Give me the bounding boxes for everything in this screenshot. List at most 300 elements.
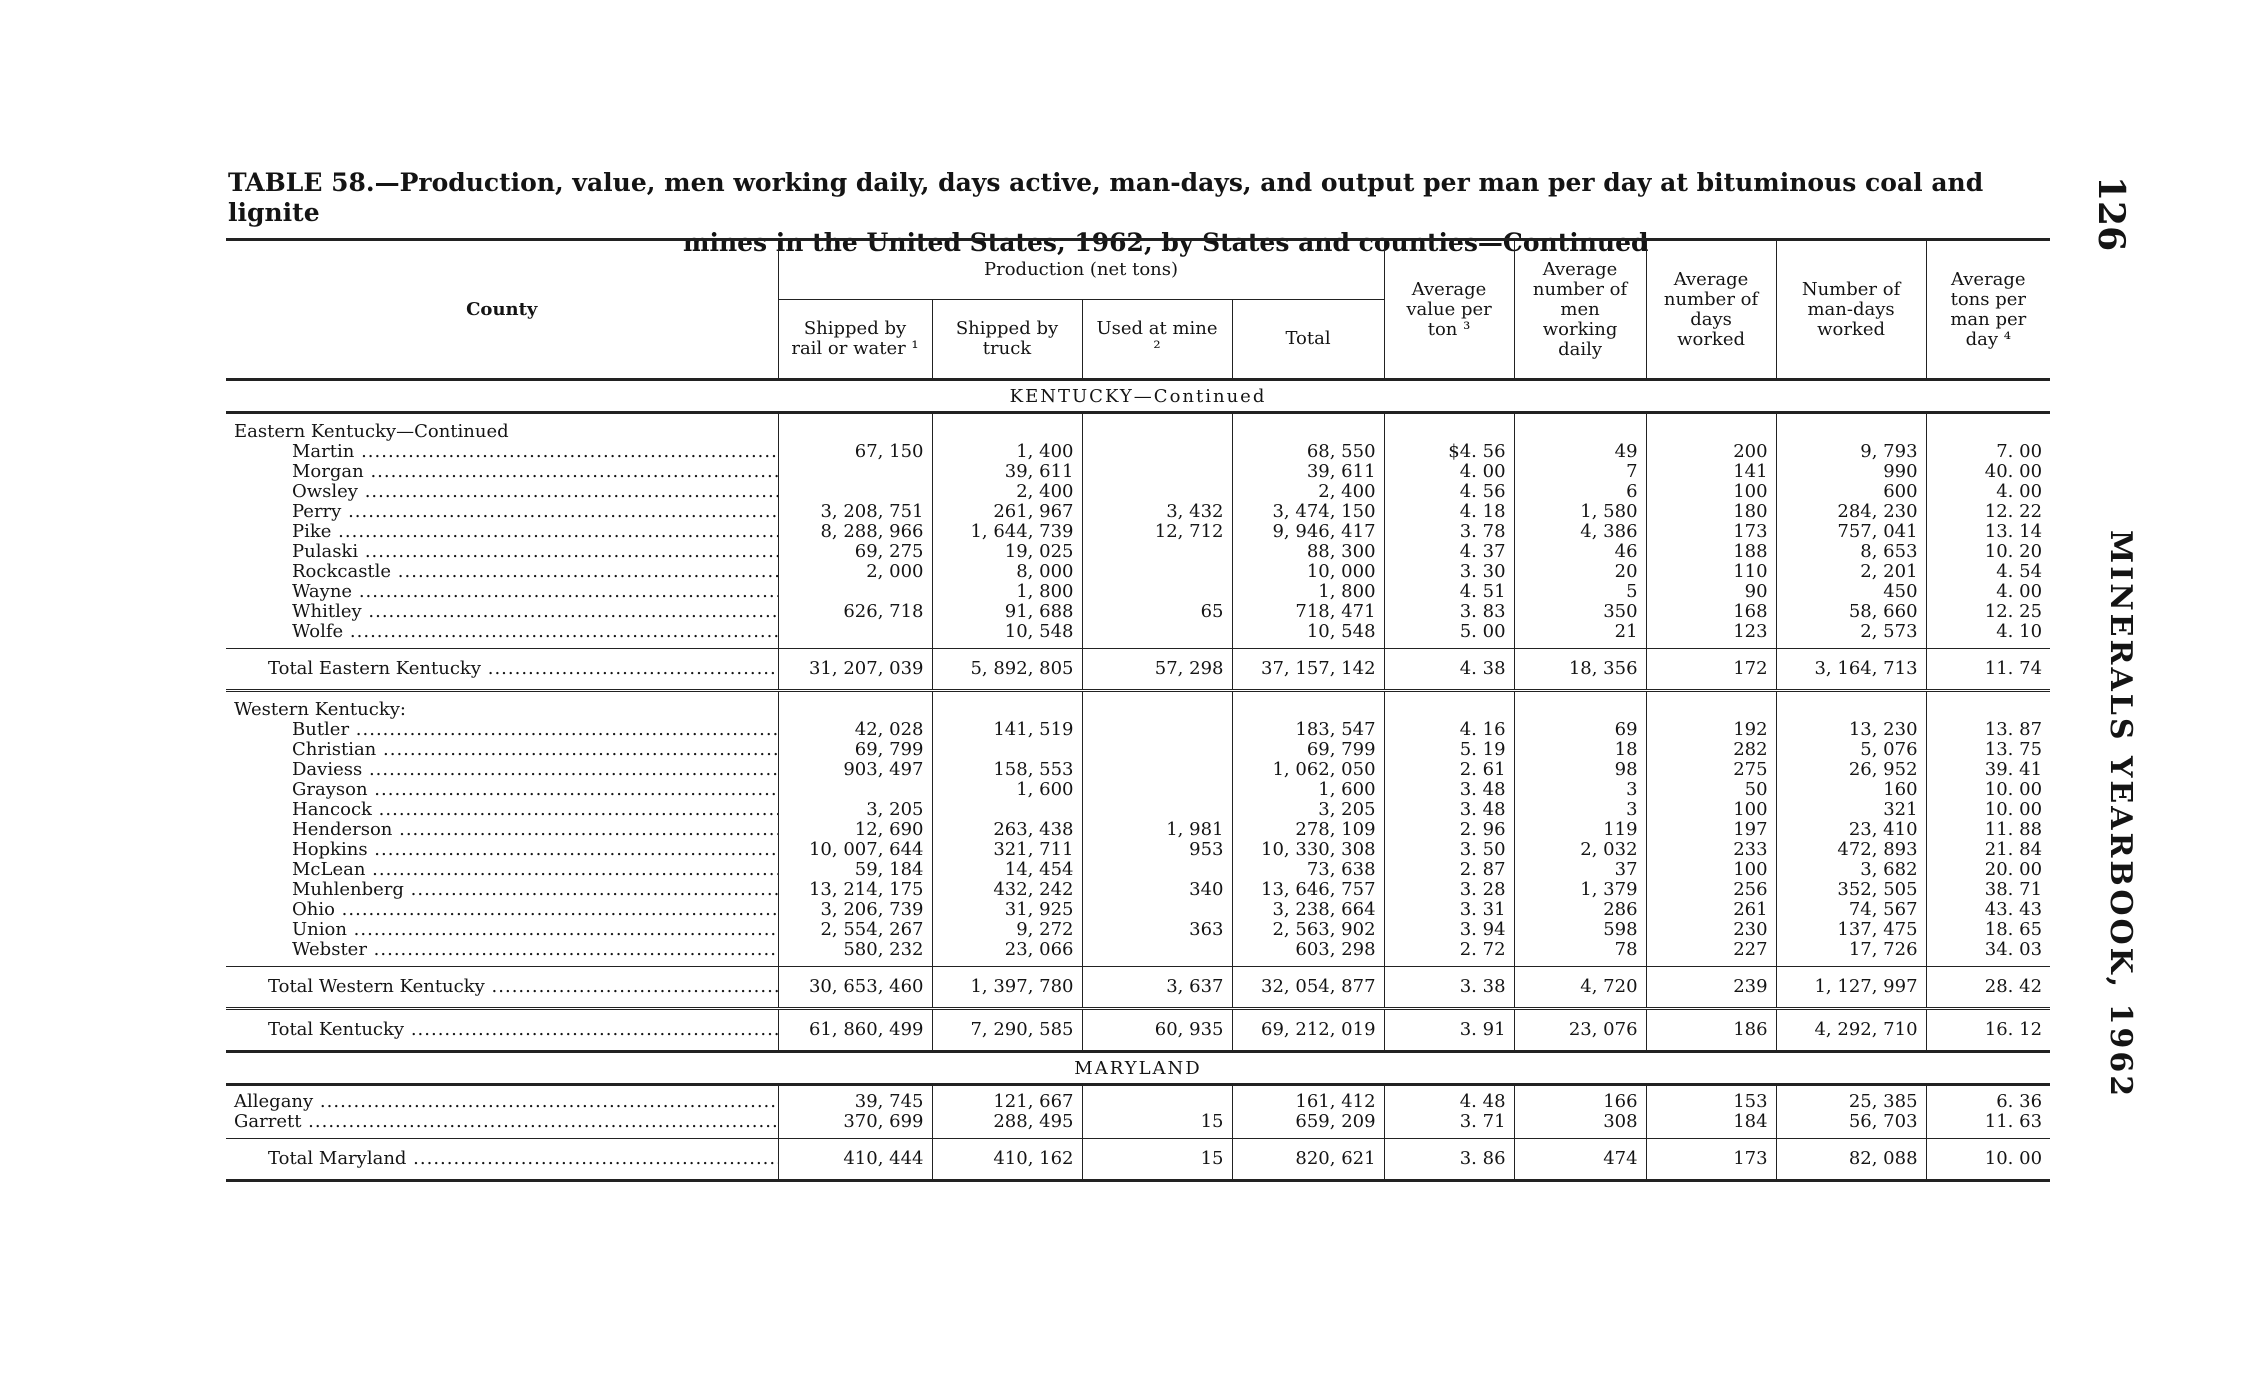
table-cell: 9, 272 <box>932 920 1082 940</box>
group-label: Eastern Kentucky—Continued <box>234 421 509 442</box>
table-row <box>226 522 2050 542</box>
table-cell: 39, 611 <box>1232 462 1384 482</box>
table-cell: 2, 032 <box>1514 840 1646 860</box>
table-cell: 168 <box>1646 602 1776 622</box>
table-cell: 3. 48 <box>1384 800 1514 820</box>
table-cell: 10, 007, 644 <box>778 840 932 860</box>
table-cell: 4. 56 <box>1384 482 1514 502</box>
table-cell: 308 <box>1514 1112 1646 1139</box>
county-label: Morgan ..... <box>292 462 778 482</box>
county-name <box>226 649 778 691</box>
table-cell <box>932 413 1082 443</box>
county-name <box>226 800 778 820</box>
table-cell: 3. 50 <box>1384 840 1514 860</box>
table-cell: 472, 893 <box>1776 840 1926 860</box>
county-label: Union ..... <box>292 920 778 940</box>
table-cell: 68, 550 <box>1232 442 1384 462</box>
table-cell: 2, 400 <box>1232 482 1384 502</box>
table-row <box>226 780 2050 800</box>
table-cell: 3. 38 <box>1384 967 1514 1009</box>
table-cell: 17, 726 <box>1776 940 1926 967</box>
table-cell: 141 <box>1646 462 1776 482</box>
county-label: Wolfe ..... <box>292 622 778 642</box>
table-row <box>226 800 2050 820</box>
total-row <box>226 1139 2050 1181</box>
table-row <box>226 1112 2050 1139</box>
table-cell: 278, 109 <box>1232 820 1384 840</box>
county-name <box>226 820 778 840</box>
table-cell <box>1082 780 1232 800</box>
table-cell: 3, 208, 751 <box>778 502 932 522</box>
county-label: Allegany ..... <box>234 1092 778 1112</box>
table-cell: 4. 54 <box>1926 562 2050 582</box>
county-label: Whitley ..... <box>292 602 778 622</box>
table-body <box>226 380 2050 1181</box>
table-row <box>226 582 2050 602</box>
table-cell <box>1082 800 1232 820</box>
table-cell: 6 <box>1514 482 1646 502</box>
table-cell: 3. 28 <box>1384 880 1514 900</box>
table-cell: 25, 385 <box>1776 1092 1926 1112</box>
table-cell: 65 <box>1082 602 1232 622</box>
table-cell: 10, 330, 308 <box>1232 840 1384 860</box>
title-line-2: mines in the United States, 1962, by States and counties—Continued <box>683 228 1649 257</box>
table-cell: 121, 667 <box>932 1092 1082 1112</box>
table-cell: 60, 935 <box>1082 1009 1232 1052</box>
table-cell: 350 <box>1514 602 1646 622</box>
table-cell: 20. 00 <box>1926 860 2050 880</box>
county-name <box>226 920 778 940</box>
table-cell: 4, 386 <box>1514 522 1646 542</box>
table-cell: 1, 397, 780 <box>932 967 1082 1009</box>
table-cell: 13, 646, 757 <box>1232 880 1384 900</box>
table-cell: 990 <box>1776 462 1926 482</box>
county-name <box>226 1139 778 1181</box>
table-cell: 3. 83 <box>1384 602 1514 622</box>
county-label: Pike ..... <box>292 522 778 542</box>
table-cell: 100 <box>1646 482 1776 502</box>
table-cell <box>1232 413 1384 443</box>
table-cell: 3, 474, 150 <box>1232 502 1384 522</box>
table-cell: 9, 946, 417 <box>1232 522 1384 542</box>
table-cell: 110 <box>1646 562 1776 582</box>
table-cell: 4. 00 <box>1926 582 2050 602</box>
running-title: MINERALS YEARBOOK, 1962 <box>2103 530 2138 1100</box>
table-cell: 69, 275 <box>778 542 932 562</box>
table-row <box>226 562 2050 582</box>
table-cell: 1, 800 <box>1232 582 1384 602</box>
table-cell: 340 <box>1082 880 1232 900</box>
table-cell: 58, 660 <box>1776 602 1926 622</box>
table-row <box>226 940 2050 967</box>
table-cell: 474 <box>1514 1139 1646 1181</box>
table-cell: 59, 184 <box>778 860 932 880</box>
table-row <box>226 900 2050 920</box>
table-cell: 227 <box>1646 940 1776 967</box>
header-rail: Shipped by rail or water ¹ <box>778 300 932 380</box>
table-cell: 261 <box>1646 900 1776 920</box>
table-cell: 57, 298 <box>1082 649 1232 691</box>
county-name <box>226 780 778 800</box>
county-name <box>226 760 778 780</box>
table-cell: 88, 300 <box>1232 542 1384 562</box>
table-cell: 23, 066 <box>932 940 1082 967</box>
table-cell: 321 <box>1776 800 1926 820</box>
table-cell: 153 <box>1646 1092 1776 1112</box>
table-cell: 239 <box>1646 967 1776 1009</box>
header-total: Total <box>1232 300 1384 380</box>
table-cell: 659, 209 <box>1232 1112 1384 1139</box>
county-label: Martin ..... <box>292 442 778 462</box>
table-cell <box>1926 691 2050 721</box>
table-cell <box>1082 542 1232 562</box>
county-label: McLean ..... <box>292 860 778 880</box>
table-cell: 2, 000 <box>778 562 932 582</box>
table-cell: 8, 653 <box>1776 542 1926 562</box>
table-cell: 37, 157, 142 <box>1232 649 1384 691</box>
table-cell: 56, 703 <box>1776 1112 1926 1139</box>
table-row <box>226 482 2050 502</box>
table-cell: 600 <box>1776 482 1926 502</box>
table-cell: 2. 87 <box>1384 860 1514 880</box>
table-cell: 4. 18 <box>1384 502 1514 522</box>
coal-production-table <box>226 238 2050 1182</box>
county-name <box>226 602 778 622</box>
table-cell: 7 <box>1514 462 1646 482</box>
table-cell: 4. 16 <box>1384 720 1514 740</box>
table-row <box>226 622 2050 649</box>
table-cell: 39, 611 <box>932 462 1082 482</box>
table-cell: 2, 573 <box>1776 622 1926 649</box>
table-cell: 370, 699 <box>778 1112 932 1139</box>
county-label: Total Western Kentucky ..... <box>268 976 778 997</box>
table-cell: 820, 621 <box>1232 1139 1384 1181</box>
table-cell <box>1514 691 1646 721</box>
table-cell: 1, 379 <box>1514 880 1646 900</box>
table-cell: 39. 41 <box>1926 760 2050 780</box>
table-cell: 3. 91 <box>1384 1009 1514 1052</box>
table-cell: 10, 000 <box>1232 562 1384 582</box>
table-cell <box>1232 691 1384 721</box>
table-cell: 410, 444 <box>778 1139 932 1181</box>
table-cell <box>1776 413 1926 443</box>
table-cell: 275 <box>1646 760 1776 780</box>
table-cell: 30, 653, 460 <box>778 967 932 1009</box>
table-cell: 19, 025 <box>932 542 1082 562</box>
table-cell: 757, 041 <box>1776 522 1926 542</box>
table-cell: 953 <box>1082 840 1232 860</box>
table-cell: 67, 150 <box>778 442 932 462</box>
table-cell: 69, 799 <box>778 740 932 760</box>
table-cell <box>1082 562 1232 582</box>
table-cell: 2. 96 <box>1384 820 1514 840</box>
table-cell: 5, 076 <box>1776 740 1926 760</box>
table-cell: 12. 25 <box>1926 602 2050 622</box>
table-cell: 8, 288, 966 <box>778 522 932 542</box>
table-cell: 11. 74 <box>1926 649 2050 691</box>
table-cell: 3, 164, 713 <box>1776 649 1926 691</box>
county-label: Pulaski ..... <box>292 542 778 562</box>
table-cell: 69, 212, 019 <box>1232 1009 1384 1052</box>
county-label: Owsley ..... <box>292 482 778 502</box>
table-cell: 10. 00 <box>1926 1139 2050 1181</box>
header-mandays: Number of man-days worked <box>1776 240 1926 380</box>
table-cell: 1, 981 <box>1082 820 1232 840</box>
table-cell <box>1082 582 1232 602</box>
total-row <box>226 967 2050 1009</box>
table-cell: 23, 076 <box>1514 1009 1646 1052</box>
table-cell: 141, 519 <box>932 720 1082 740</box>
table-cell: 1, 062, 050 <box>1232 760 1384 780</box>
table-cell: 37 <box>1514 860 1646 880</box>
table-cell: 903, 497 <box>778 760 932 780</box>
header-days: Average number of days worked <box>1646 240 1776 380</box>
table-cell <box>1082 740 1232 760</box>
table-cell: 13, 230 <box>1776 720 1926 740</box>
table-cell: 13. 87 <box>1926 720 2050 740</box>
table-row <box>226 502 2050 522</box>
total-row <box>226 1009 2050 1052</box>
table-cell: 10. 20 <box>1926 542 2050 562</box>
table-cell: 184 <box>1646 1112 1776 1139</box>
table-cell <box>1082 622 1232 649</box>
table-cell: 21. 84 <box>1926 840 2050 860</box>
table-cell <box>1082 1092 1232 1112</box>
county-name <box>226 582 778 602</box>
table-row <box>226 720 2050 740</box>
table-cell <box>1082 900 1232 920</box>
table-cell: 34. 03 <box>1926 940 2050 967</box>
county-label: Henderson ..... <box>292 820 778 840</box>
table-cell: 18, 356 <box>1514 649 1646 691</box>
table-cell <box>1646 413 1776 443</box>
table-cell <box>1082 442 1232 462</box>
table-header <box>226 240 2050 380</box>
county-label: Total Maryland ..... <box>268 1148 778 1169</box>
table-cell: 12. 22 <box>1926 502 2050 522</box>
table-cell: 4, 292, 710 <box>1776 1009 1926 1052</box>
table-cell: 31, 207, 039 <box>778 649 932 691</box>
table-cell: 26, 952 <box>1776 760 1926 780</box>
table-cell: 160 <box>1776 780 1926 800</box>
county-label: Total Eastern Kentucky ..... <box>268 658 778 679</box>
table-cell <box>778 691 932 721</box>
table-cell <box>1082 482 1232 502</box>
table-cell: 172 <box>1646 649 1776 691</box>
county-name <box>226 720 778 740</box>
table-cell: 11. 88 <box>1926 820 2050 840</box>
county-name <box>226 502 778 522</box>
table-row <box>226 760 2050 780</box>
table-cell: 10. 00 <box>1926 780 2050 800</box>
table-cell: 173 <box>1646 522 1776 542</box>
table-cell: 14, 454 <box>932 860 1082 880</box>
table-row <box>226 880 2050 900</box>
table-row <box>226 740 2050 760</box>
table-cell: 1, 600 <box>1232 780 1384 800</box>
table-cell: 3. 48 <box>1384 780 1514 800</box>
group-heading-row <box>226 691 2050 721</box>
table-cell: 4, 720 <box>1514 967 1646 1009</box>
table-row <box>226 1092 2050 1112</box>
table-cell <box>1646 691 1776 721</box>
table-cell: 23, 410 <box>1776 820 1926 840</box>
table-cell <box>1082 760 1232 780</box>
table-cell: 183, 547 <box>1232 720 1384 740</box>
table-cell <box>1926 413 2050 443</box>
county-label: Rockcastle ..... <box>292 562 778 582</box>
table-row <box>226 860 2050 880</box>
table-cell: 18 <box>1514 740 1646 760</box>
section-heading-row <box>226 380 2050 413</box>
county-name <box>226 1092 778 1112</box>
table-cell: 3, 205 <box>1232 800 1384 820</box>
county-name <box>226 940 778 967</box>
table-cell: 7. 00 <box>1926 442 2050 462</box>
header-county: County <box>466 298 538 320</box>
county-name <box>226 542 778 562</box>
table-cell: 1, 127, 997 <box>1776 967 1926 1009</box>
table-cell: 18. 65 <box>1926 920 2050 940</box>
table-cell: 1, 400 <box>932 442 1082 462</box>
county-name <box>226 442 778 462</box>
title-line-1: TABLE 58.—Production, value, men working daily, days active, man-days, and output per man per day at bituminous coal and lignite <box>228 168 1984 227</box>
table-cell: 100 <box>1646 800 1776 820</box>
table-cell: 43. 43 <box>1926 900 2050 920</box>
table-cell: 3. 86 <box>1384 1139 1514 1181</box>
table-cell: 2, 554, 267 <box>778 920 932 940</box>
table-cell <box>932 740 1082 760</box>
table-cell: 197 <box>1646 820 1776 840</box>
header-mine: Used at mine ² <box>1082 300 1232 380</box>
table-cell <box>1082 720 1232 740</box>
table-cell: 230 <box>1646 920 1776 940</box>
table-row <box>226 840 2050 860</box>
table-cell: 11. 63 <box>1926 1112 2050 1139</box>
table-cell: 410, 162 <box>932 1139 1082 1181</box>
table-cell: 598 <box>1514 920 1646 940</box>
table-cell: 10. 00 <box>1926 800 2050 820</box>
table-cell: 1, 800 <box>932 582 1082 602</box>
table-cell: 166 <box>1514 1092 1646 1112</box>
table-cell <box>1384 691 1514 721</box>
table-cell: 137, 475 <box>1776 920 1926 940</box>
table-cell: 186 <box>1646 1009 1776 1052</box>
table-cell: 4. 37 <box>1384 542 1514 562</box>
table-cell <box>778 622 932 649</box>
table-cell: 1, 600 <box>932 780 1082 800</box>
table-cell: 31, 925 <box>932 900 1082 920</box>
table-cell: 1, 580 <box>1514 502 1646 522</box>
table-cell: 3, 205 <box>778 800 932 820</box>
table-cell <box>1082 462 1232 482</box>
table-cell: 4. 00 <box>1926 482 2050 502</box>
table-cell: 3, 238, 664 <box>1232 900 1384 920</box>
table-cell: 6. 36 <box>1926 1092 2050 1112</box>
table-cell: 450 <box>1776 582 1926 602</box>
table-cell: 78 <box>1514 940 1646 967</box>
table-cell <box>226 1085 778 1093</box>
county-name <box>226 880 778 900</box>
table-cell <box>1514 413 1646 443</box>
table-cell: 173 <box>1646 1139 1776 1181</box>
table-cell: 100 <box>1646 860 1776 880</box>
table-cell: 28. 42 <box>1926 967 2050 1009</box>
table-cell <box>1776 691 1926 721</box>
table-cell: 16. 12 <box>1926 1009 2050 1052</box>
table-cell: 4. 38 <box>1384 649 1514 691</box>
table-cell <box>932 691 1082 721</box>
table-cell <box>1082 691 1232 721</box>
table-cell: 61, 860, 499 <box>778 1009 932 1052</box>
table-cell: 46 <box>1514 542 1646 562</box>
county-label: Hopkins ..... <box>292 840 778 860</box>
county-label: Wayne ..... <box>292 582 778 602</box>
table-cell: 90 <box>1646 582 1776 602</box>
table-row <box>226 542 2050 562</box>
table-cell: 2, 400 <box>932 482 1082 502</box>
group-label: Western Kentucky: <box>234 699 406 720</box>
county-name <box>226 740 778 760</box>
table-cell: 82, 088 <box>1776 1139 1926 1181</box>
table-cell: 13. 14 <box>1926 522 2050 542</box>
table-cell: 3. 30 <box>1384 562 1514 582</box>
county-name <box>226 622 778 649</box>
table-cell <box>1082 860 1232 880</box>
table-cell <box>1384 413 1514 443</box>
county-label: Daviess ..... <box>292 760 778 780</box>
county-label: Perry ..... <box>292 502 778 522</box>
table-cell: 74, 567 <box>1776 900 1926 920</box>
table-cell <box>778 482 932 502</box>
county-name <box>226 840 778 860</box>
county-label: Ohio ..... <box>292 900 778 920</box>
table-cell: 2. 61 <box>1384 760 1514 780</box>
table-cell: 123 <box>1646 622 1776 649</box>
table-cell: 3, 682 <box>1776 860 1926 880</box>
table-cell <box>778 413 932 443</box>
table-cell: 13. 75 <box>1926 740 2050 760</box>
table-cell: 98 <box>1514 760 1646 780</box>
table-cell: 321, 711 <box>932 840 1082 860</box>
table-cell: 5. 00 <box>1384 622 1514 649</box>
table-row <box>226 920 2050 940</box>
table-cell: 4. 00 <box>1384 462 1514 482</box>
group-heading-row <box>226 413 2050 443</box>
table-cell: 603, 298 <box>1232 940 1384 967</box>
table-cell: 3. 78 <box>1384 522 1514 542</box>
table-row <box>226 820 2050 840</box>
table-cell: 5 <box>1514 582 1646 602</box>
table-cell: 13, 214, 175 <box>778 880 932 900</box>
table-cell: 38. 71 <box>1926 880 2050 900</box>
table-cell: 69 <box>1514 720 1646 740</box>
header-production-group: Production (net tons) <box>778 240 1384 300</box>
table-cell: 42, 028 <box>778 720 932 740</box>
section-heading-row <box>226 1052 2050 1085</box>
table-cell: 9, 793 <box>1776 442 1926 462</box>
table-cell: 32, 054, 877 <box>1232 967 1384 1009</box>
table-cell: 284, 230 <box>1776 502 1926 522</box>
county-label: Muhlenberg ..... <box>292 880 778 900</box>
table-cell: 282 <box>1646 740 1776 760</box>
county-name <box>226 462 778 482</box>
table-cell: 200 <box>1646 442 1776 462</box>
county-name <box>226 522 778 542</box>
table-cell <box>932 800 1082 820</box>
table-cell: 15 <box>1082 1139 1232 1181</box>
table-cell: 20 <box>1514 562 1646 582</box>
